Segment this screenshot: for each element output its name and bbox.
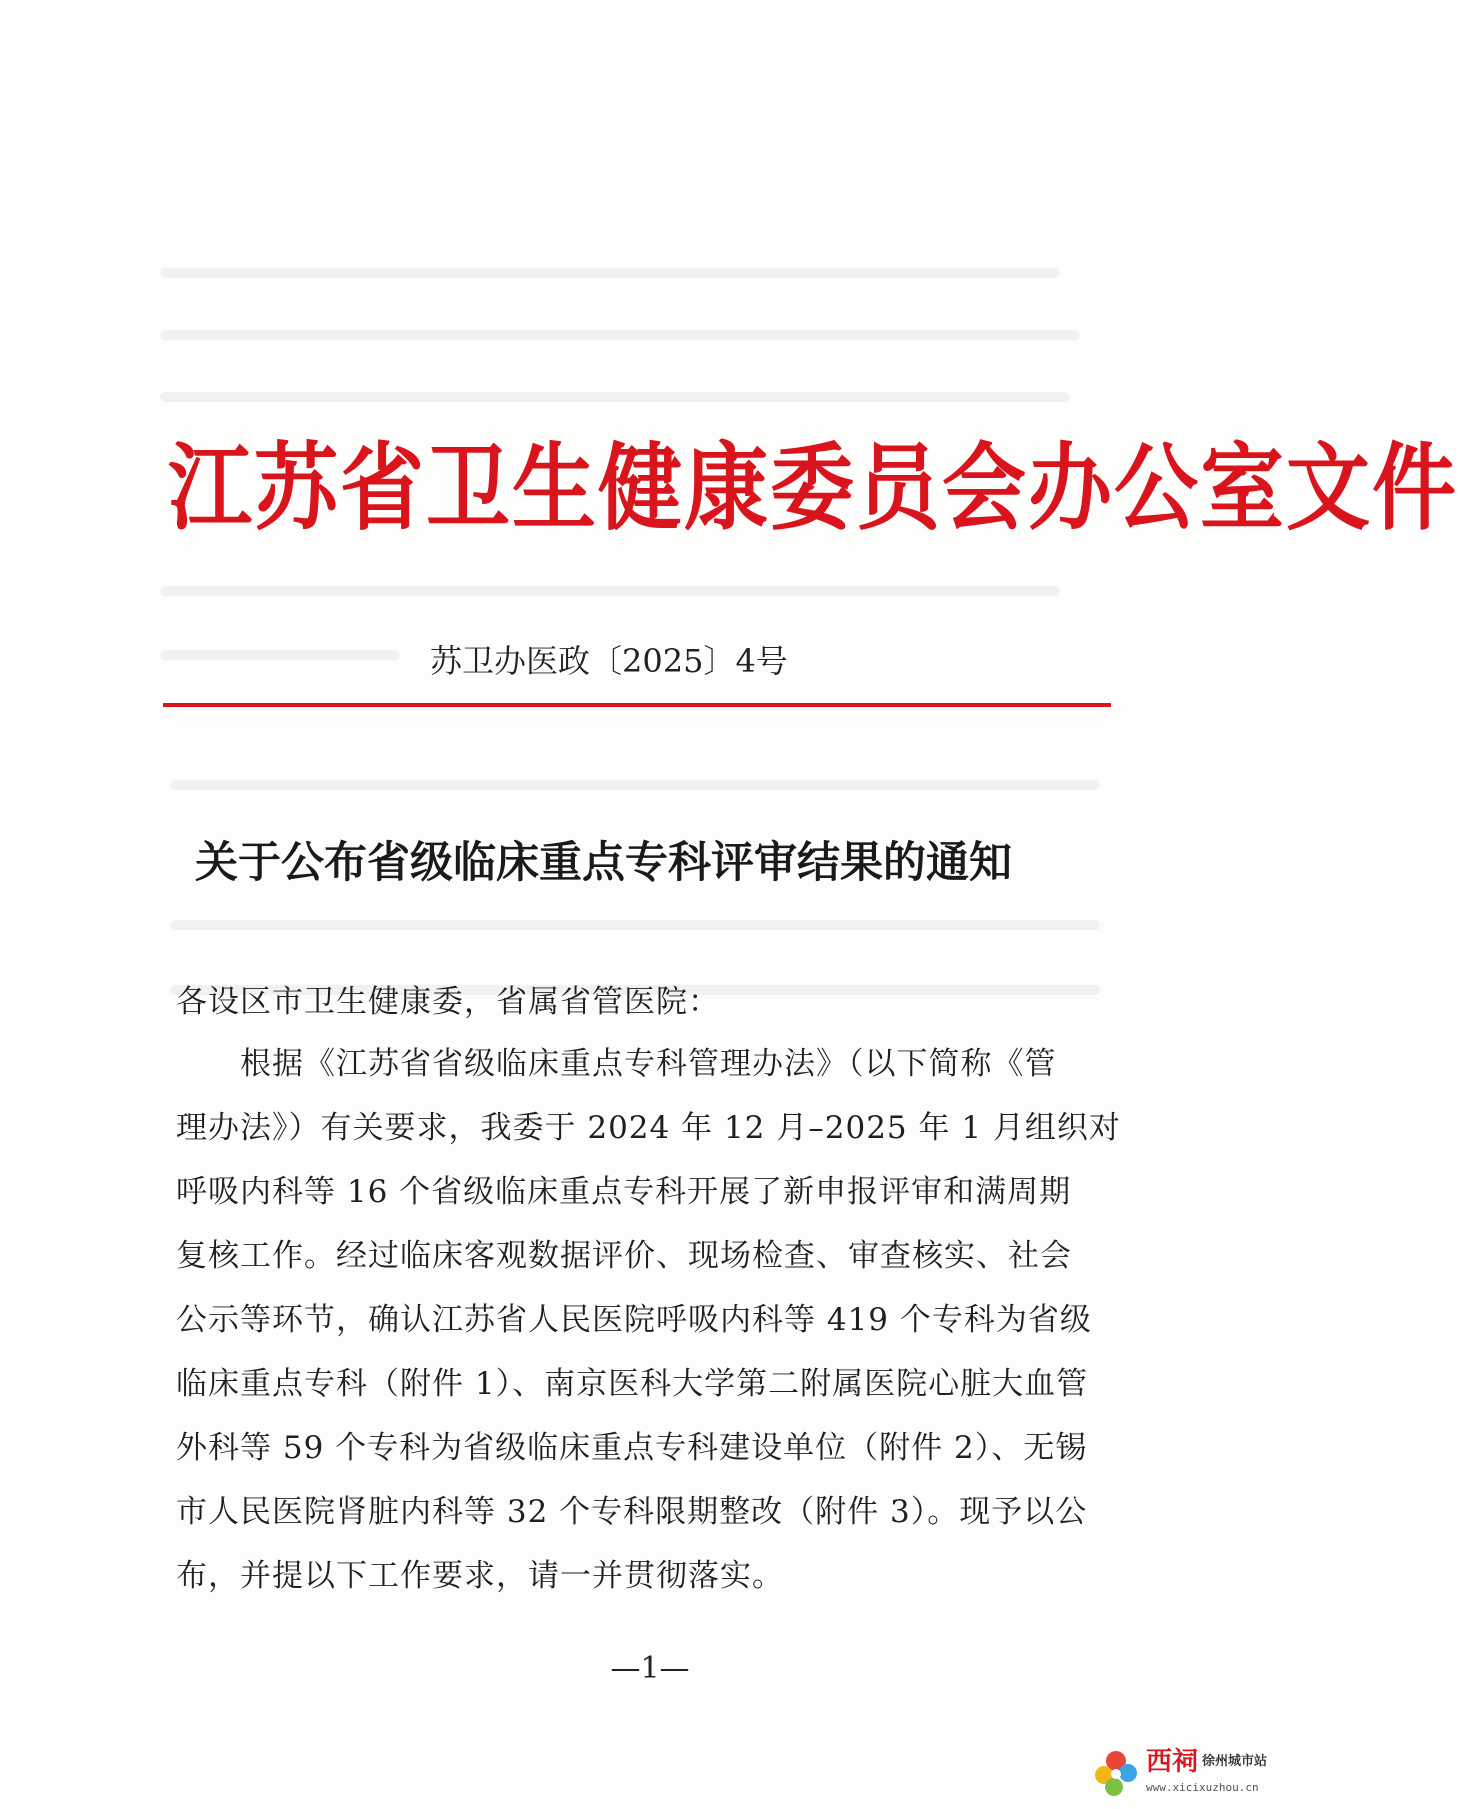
addressee-line: 各设区市卫生健康委，省属省管医院：	[176, 984, 720, 1020]
bleed-through-line	[160, 392, 1070, 402]
site-watermark	[1090, 1747, 1270, 1801]
bleed-through-line	[160, 330, 1080, 340]
body-line: 复核工作。经过临床客观数据评价、现场检查、审查核实、社会	[176, 1238, 1072, 1274]
watermark-brand: 西祠	[1146, 1747, 1199, 1777]
body-line: 外科等 59 个专科为省级临床重点专科建设单位（附件 2）、无锡	[176, 1430, 1088, 1466]
body-line: 临床重点专科（附件 1）、南京医科大学第二附属医院心脏大血管	[176, 1366, 1089, 1402]
bleed-through-line	[170, 920, 1100, 930]
red-divider-line	[163, 703, 1111, 707]
page-number: —1—	[610, 1651, 690, 1686]
pinwheel-logo-icon	[1090, 1747, 1142, 1799]
document-number: 苏卫办医政〔2025〕4号	[430, 642, 788, 680]
body-line: 公示等环节，确认江苏省人民医院呼吸内科等 419 个专科为省级	[176, 1302, 1092, 1338]
watermark-url: www.xicixuzhou.cn	[1146, 1781, 1259, 1794]
body-line: 理办法》）有关要求，我委于 2024 年 12 月–2025 年 1 月组织对	[176, 1110, 1121, 1146]
bleed-through-line	[160, 586, 1060, 596]
body-line: 布，并提以下工作要求，请一并贯彻落实。	[176, 1558, 784, 1594]
body-line: 呼吸内科等 16 个省级临床重点专科开展了新申报评审和满周期	[176, 1174, 1072, 1210]
bleed-through-line	[170, 780, 1100, 790]
body-line: 根据《江苏省省级临床重点专科管理办法》（以下简称《管	[176, 1046, 1057, 1082]
watermark-subtitle: 徐州城市站	[1202, 1754, 1268, 1769]
notice-title: 关于公布省级临床重点专科评审结果的通知	[195, 838, 1012, 888]
body-line: 市人民医院肾脏内科等 32 个专科限期整改（附件 3）。现予以公	[176, 1494, 1088, 1530]
bleed-through-line	[160, 650, 400, 660]
bleed-through-line	[160, 268, 1060, 278]
document-header-title: 江苏省卫生健康委员会办公室文件	[168, 433, 1458, 543]
